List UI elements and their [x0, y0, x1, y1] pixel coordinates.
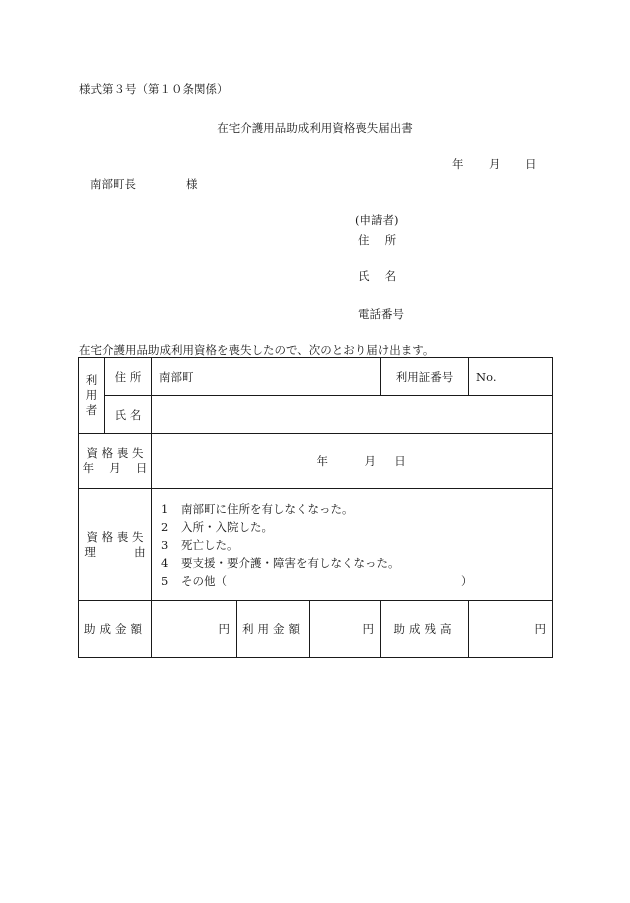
- subsidy-amount-label: 助成金額: [79, 601, 152, 658]
- reason-label-line1: 資 格 喪 失: [86, 529, 144, 544]
- reason-option[interactable]: [161, 554, 552, 572]
- address-field[interactable]: 南部町: [152, 358, 381, 396]
- document-title: 在宅介護用品助成利用資格喪失届出書: [217, 121, 413, 135]
- date-year-label: 年: [452, 157, 464, 171]
- user-address-row: [79, 358, 553, 396]
- reason-label-line2: 理 由: [84, 544, 146, 559]
- reason-text: 入所・入院した。: [181, 519, 273, 534]
- loss-date-label: [79, 434, 152, 489]
- form-number: 様式第３号（第１０条関係）: [79, 82, 229, 96]
- applicant-label: (申請者): [355, 213, 399, 227]
- loss-notification-table: [78, 357, 553, 658]
- user-name-row: [79, 396, 553, 434]
- reason-option[interactable]: [161, 536, 552, 554]
- loss-date-day: 日: [394, 454, 406, 468]
- reason-number: 1: [161, 501, 169, 516]
- amount-row: [79, 601, 553, 658]
- reason-number: 3: [161, 537, 169, 552]
- loss-date-label-line2: 年 月 日: [82, 461, 148, 475]
- used-amount-field[interactable]: 円: [310, 601, 381, 658]
- loss-date-row: [79, 434, 553, 489]
- cert-number-label: 利用証番号: [381, 358, 469, 396]
- reason-number: 5: [161, 573, 169, 588]
- reason-text: その他（: [181, 573, 227, 588]
- reason-option-other[interactable]: [161, 572, 552, 590]
- reason-number: 2: [161, 519, 169, 534]
- intro-statement: 在宅介護用品助成利用資格を喪失したので、次のとおり届け出ます。: [79, 343, 435, 357]
- balance-field[interactable]: 円: [469, 601, 553, 658]
- loss-date-year: 年: [316, 454, 329, 468]
- loss-date-month: 月: [364, 454, 377, 468]
- user-label: [79, 358, 105, 434]
- subsidy-amount-field[interactable]: 円: [152, 601, 237, 658]
- addressee-honorific: 様: [186, 177, 198, 191]
- user-label-text: 利 用 者: [85, 373, 98, 417]
- addressee: [90, 176, 198, 192]
- date-day-label: 日: [525, 157, 537, 171]
- loss-date-field[interactable]: [152, 434, 553, 489]
- reason-other-close: ）: [461, 573, 473, 588]
- used-amount-label: 利用金額: [237, 601, 310, 658]
- applicant-phone-label: 電話番号: [358, 307, 404, 321]
- reason-text: 要支援・要介護・障害を有しなくなった。: [181, 555, 400, 570]
- cert-number-field[interactable]: No.: [469, 358, 553, 396]
- reason-label: [79, 489, 152, 601]
- reason-number: 4: [161, 555, 169, 570]
- applicant-address-label: 住 所: [358, 233, 397, 247]
- loss-date-label-line1: 資 格 喪 失: [86, 446, 144, 460]
- name-field[interactable]: [152, 396, 553, 434]
- date-month-label: 月: [489, 157, 501, 171]
- reason-text: 南部町に住所を有しなくなった。: [181, 501, 354, 516]
- address-label: 住 所: [105, 358, 152, 396]
- reason-option[interactable]: [161, 500, 552, 518]
- balance-label: 助成残高: [381, 601, 469, 658]
- reason-row: [79, 489, 553, 601]
- reason-option[interactable]: [161, 518, 552, 536]
- reason-options: [152, 489, 553, 601]
- addressee-mayor: 南部町長: [90, 177, 136, 191]
- applicant-name-label: 氏 名: [358, 269, 397, 283]
- reason-text: 死亡した。: [181, 537, 239, 552]
- name-label: 氏 名: [105, 396, 152, 434]
- submission-date: [452, 156, 537, 172]
